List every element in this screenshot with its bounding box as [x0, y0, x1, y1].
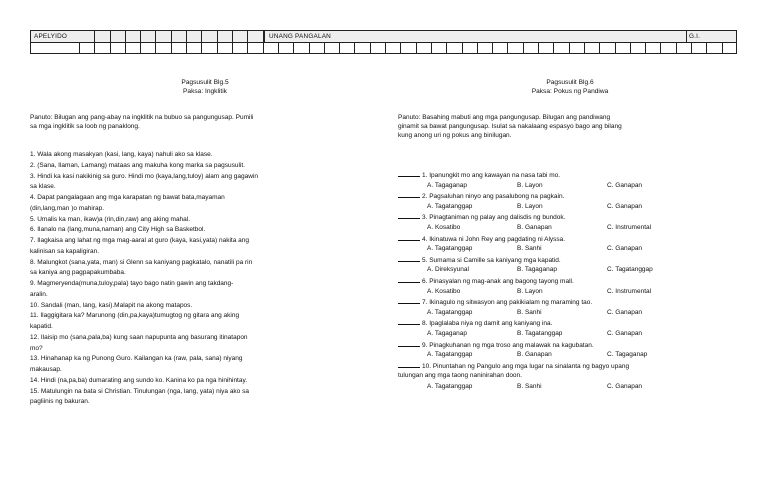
- right-instruction-line: ginamit sa bawat pangungusap. Isulat sa nakalaang espasyo bago ang bilang: [398, 123, 622, 131]
- left-item-line: pagliinis ng bakuran.: [30, 398, 90, 406]
- choice[interactable]: B. Layon: [517, 202, 543, 210]
- grid-cell: [186, 31, 187, 42]
- grid-cell: [155, 43, 156, 54]
- question-text-cont: tulungan ang mga taong naninirahan doon.: [398, 372, 522, 380]
- choice[interactable]: B. Sanhi: [517, 245, 542, 253]
- choice[interactable]: B. Sanhi: [517, 383, 542, 390]
- choice[interactable]: A. Tagatanggap: [427, 351, 473, 359]
- grid-cell: [94, 31, 95, 42]
- grid-cell: [477, 43, 478, 54]
- left-item-line: kalinisan sa kapaligiran.: [30, 247, 100, 255]
- left-item-line: 3. Hindi ka kasi nakikinig sa guro. Hindi mo (kaya,lang,tuloy) alam ang gagawin: [30, 172, 258, 180]
- grid-cell: [691, 43, 692, 54]
- choice[interactable]: B. Layon: [517, 287, 543, 295]
- grid-cell: [339, 43, 340, 54]
- name-grid: [30, 30, 737, 54]
- choice[interactable]: C. Instrumental: [607, 224, 652, 231]
- grid-cell: [446, 43, 447, 54]
- choice[interactable]: A. Tagatanggap: [427, 383, 473, 390]
- choice[interactable]: B. Tagatanggap: [517, 330, 563, 337]
- choice[interactable]: B. Ganapan: [517, 224, 552, 231]
- question-line: [398, 191, 564, 201]
- left-item-line: 4. Dapat pangalagaan ang mga karapatan ng bawat bata,mayaman: [30, 194, 225, 201]
- question-text: 2. Pagsaluhan ninyo ang pasalubong na pagkain.: [422, 193, 565, 201]
- choice[interactable]: A. Tagatanggap: [427, 245, 473, 253]
- grid-cell: [569, 43, 570, 54]
- choice[interactable]: C. Ganapan: [607, 308, 643, 316]
- grid-cell: [79, 43, 80, 54]
- grid-cell: [140, 43, 141, 54]
- grid-cell: [217, 31, 218, 42]
- grid-cell: [247, 43, 248, 54]
- choice[interactable]: C. Ganapan: [607, 330, 643, 337]
- choice[interactable]: B. Tagaganap: [517, 266, 557, 274]
- grid-cell: [125, 43, 126, 54]
- left-instruction-line: sa mga ingklitik sa loob ng panaklong.: [30, 123, 140, 131]
- grid-cell: [354, 43, 355, 54]
- question-line: [398, 234, 565, 244]
- answer-blank[interactable]: [398, 340, 420, 347]
- choice[interactable]: C. Tagatanggap: [607, 266, 653, 274]
- grid-cell: [155, 31, 156, 42]
- left-item-line: sa klase.: [30, 183, 56, 191]
- answer-blank[interactable]: [398, 170, 420, 177]
- question-line: [398, 340, 594, 350]
- grid-cell: [171, 31, 172, 42]
- left-item-line: mo?: [30, 344, 43, 352]
- grid-cell: [645, 43, 646, 54]
- choice[interactable]: A. Kosatibo: [427, 287, 461, 295]
- grid-cell: [370, 43, 371, 54]
- grid-cell: [523, 43, 524, 54]
- choice[interactable]: C. Tagaganap: [607, 351, 648, 359]
- apelyido-label: APELYIDO: [34, 33, 68, 40]
- question-text: 1. Ipanungkit mo ang kawayan na nasa tabi mo.: [422, 172, 561, 179]
- left-item-line: 6. Ilanalo na (lang,muna,naman) ang City High sa Basketbol.: [30, 226, 206, 234]
- gi-label: G.I.: [689, 33, 701, 40]
- grid-cell: [584, 43, 585, 54]
- left-item-line: 7. Ilagkaisa ang lahat ng mga mag-aaral at guro (kaya, kasi,yata) nakita ang: [30, 237, 249, 244]
- choice[interactable]: C. Ganapan: [607, 383, 643, 390]
- grid-cell: [232, 43, 233, 54]
- grid-cell: [171, 43, 172, 54]
- question-text: 5. Sumama si Camille sa kaniyang mga kapatid.: [422, 256, 561, 264]
- choice[interactable]: A. Tagatanggap: [427, 202, 473, 210]
- right-title: Pagsusulit Blg.6: [546, 79, 594, 86]
- grid-cell: [324, 43, 325, 54]
- grid-cell: [263, 43, 264, 54]
- left-item-line: 15. Matulungin na bata si Christian. Tinulungan (nga, lang, yata) niya ako sa: [30, 387, 249, 395]
- choice[interactable]: B. Layon: [517, 181, 543, 189]
- choice[interactable]: A. Tagaganap: [427, 181, 467, 189]
- grid-cell: [706, 43, 707, 54]
- grid-divider: [686, 31, 687, 42]
- left-item-line: 5. Umalis ka man, ikaw)a (rin,din,raw) ang aking mahal.: [30, 215, 191, 223]
- question-text: 3. Pinagtaniman ng palay ang dalisdis ng bundok.: [422, 214, 566, 222]
- answer-blank[interactable]: [398, 318, 420, 325]
- grid-cell: [232, 31, 233, 42]
- left-instructions: [30, 113, 375, 131]
- question-text: 7. Ikinagulo ng sitwasyon ang pakikialam ng maraming tao.: [422, 299, 593, 307]
- answer-blank[interactable]: [398, 361, 420, 368]
- grid-cell: [201, 43, 202, 54]
- left-item-line: 12. Ilaisip mo (sana,pala,ba) kung saan napupunta ang basurang itinatapon: [30, 333, 248, 341]
- left-item-line: makausap.: [30, 366, 62, 373]
- grid-cell: [615, 43, 616, 54]
- right-instruction-line: Panuto: Basahing mabuti ang mga pangungusap. Bilugan ang pandiwang: [398, 114, 611, 121]
- left-title: Pagsusulit Blg.5: [181, 79, 229, 86]
- grid-cell: [416, 43, 417, 54]
- right-instructions: [398, 113, 743, 140]
- unang-pangalan-label: UNANG PANGALAN: [269, 33, 331, 40]
- question-line: [398, 297, 592, 307]
- grid-cell: [722, 43, 723, 54]
- left-item-line: 11. Ilaggigitara ka? Marunong (din,pa,kaya)tumugtog ng gitara ang aking: [30, 312, 240, 320]
- question-line: [398, 170, 560, 180]
- grid-cell: [247, 31, 248, 42]
- question-line: [398, 255, 561, 265]
- answer-blank[interactable]: [398, 212, 420, 219]
- grid-cell: [385, 43, 386, 54]
- choice[interactable]: C. Ganapan: [607, 181, 643, 189]
- question-text: 9. Pinagkuhanan ng mga troso ang malawak na kagubatan.: [422, 341, 594, 349]
- grid-entry-row[interactable]: [31, 43, 736, 55]
- question-text: 4. Ikinatuwa ni John Rey ang pagdating ni Alyssa.: [422, 235, 566, 243]
- choice[interactable]: A. Tagatanggap: [427, 308, 473, 316]
- right-topic: Paksa: Pokus ng Pandiwa: [531, 88, 609, 95]
- grid-cell: [94, 43, 95, 54]
- left-item-line: 14. Hindi (na,pa,ba) dumarating ang sundo ko. Kanina ko pa nga hinihintay.: [30, 376, 248, 384]
- answer-blank[interactable]: [398, 191, 420, 198]
- choice[interactable]: A. Tagaganap: [427, 330, 467, 337]
- question-line: [398, 318, 552, 328]
- grid-cell: [538, 43, 539, 54]
- left-item-line: 8. Malungkot (sana,yata, man) si Glenn sa kaniyang pagkatalo, nanatili pa rin: [30, 258, 253, 266]
- left-item-line: 13. Hinahanap ka ng Punong Guro. Kailangan ka (raw, pala, sana) niyang: [30, 355, 243, 363]
- grid-cell: [125, 31, 126, 42]
- grid-cell: [217, 43, 218, 54]
- choice[interactable]: B. Sanhi: [517, 308, 542, 316]
- grid-cell: [400, 43, 401, 54]
- left-item-line: (din,lang,man )o mahirap.: [30, 204, 105, 212]
- grid-cell: [660, 43, 661, 54]
- grid-cell: [110, 31, 111, 42]
- answer-blank[interactable]: [398, 234, 420, 241]
- grid-cell: [630, 43, 631, 54]
- grid-cell: [462, 43, 463, 54]
- question-line: [398, 212, 565, 222]
- choice[interactable]: B. Ganapan: [517, 351, 552, 359]
- left-item-line: aralin.: [30, 290, 48, 298]
- grid-cell: [293, 43, 294, 54]
- left-item-line: 9. Magmeryenda(muna,tuloy,pala) tayo bago natin gawin ang takdang-: [30, 280, 234, 287]
- answer-blank[interactable]: [398, 297, 420, 304]
- choice[interactable]: A. Direksyunal: [427, 266, 469, 274]
- grid-cell: [186, 43, 187, 54]
- grid-cell: [492, 43, 493, 54]
- question-text: 8. Ipaglalaba niya ng damit ang kaniyang ina.: [422, 320, 553, 328]
- left-item-line: 1. Wala akong masakyan (kasi, lang, kaya) nahuli ako sa klase.: [30, 151, 213, 158]
- grid-cell: [599, 43, 600, 54]
- grid-header-row: [31, 31, 736, 43]
- question-text: 10. Pinuntahan ng Pangulo ang mga lugar na sinalanta ng bagyo upang: [422, 362, 630, 370]
- question-line: [398, 276, 574, 286]
- left-item-line: kapatid.: [30, 323, 53, 330]
- choice[interactable]: C. Ganapan: [607, 202, 643, 210]
- grid-cell: [140, 31, 141, 42]
- left-item-line: sa kaniya ang pagpapakumbaba.: [30, 269, 126, 277]
- grid-cell: [110, 43, 111, 54]
- left-topic: Paksa: Ingklitik: [183, 88, 227, 95]
- grid-cell: [431, 43, 432, 54]
- grid-divider: [264, 31, 265, 42]
- left-item-line: 10. Sandali (man, lang, kasi).Malapit na akong matapos.: [30, 301, 193, 309]
- answer-blank[interactable]: [398, 255, 420, 262]
- answer-blank[interactable]: [398, 276, 420, 283]
- grid-cell: [201, 31, 202, 42]
- choice[interactable]: C. Instrumental: [607, 287, 652, 295]
- choice[interactable]: A. Kosatibo: [427, 224, 461, 231]
- choice[interactable]: C. Ganapan: [607, 245, 643, 253]
- question-line: [398, 361, 629, 371]
- left-instruction-line: Panuto: Bilugan ang pang-abay na ingklitik na bubuo sa pangungusap. Pumili: [30, 114, 254, 121]
- grid-cell: [309, 43, 310, 54]
- grid-cell: [278, 43, 279, 54]
- right-instruction-line: kung anong uri ng pokus ang binilugan.: [398, 132, 512, 140]
- grid-cell: [507, 43, 508, 54]
- question-text: 6. Pinasyalan ng mag-anak ang bagong tayong mall.: [422, 278, 574, 285]
- grid-cell: [676, 43, 677, 54]
- grid-cell: [553, 43, 554, 54]
- left-item-line: 2. (Sana, Ilaman, Lamang) mataas ang makuha kong marka sa pagsusulit.: [30, 161, 245, 169]
